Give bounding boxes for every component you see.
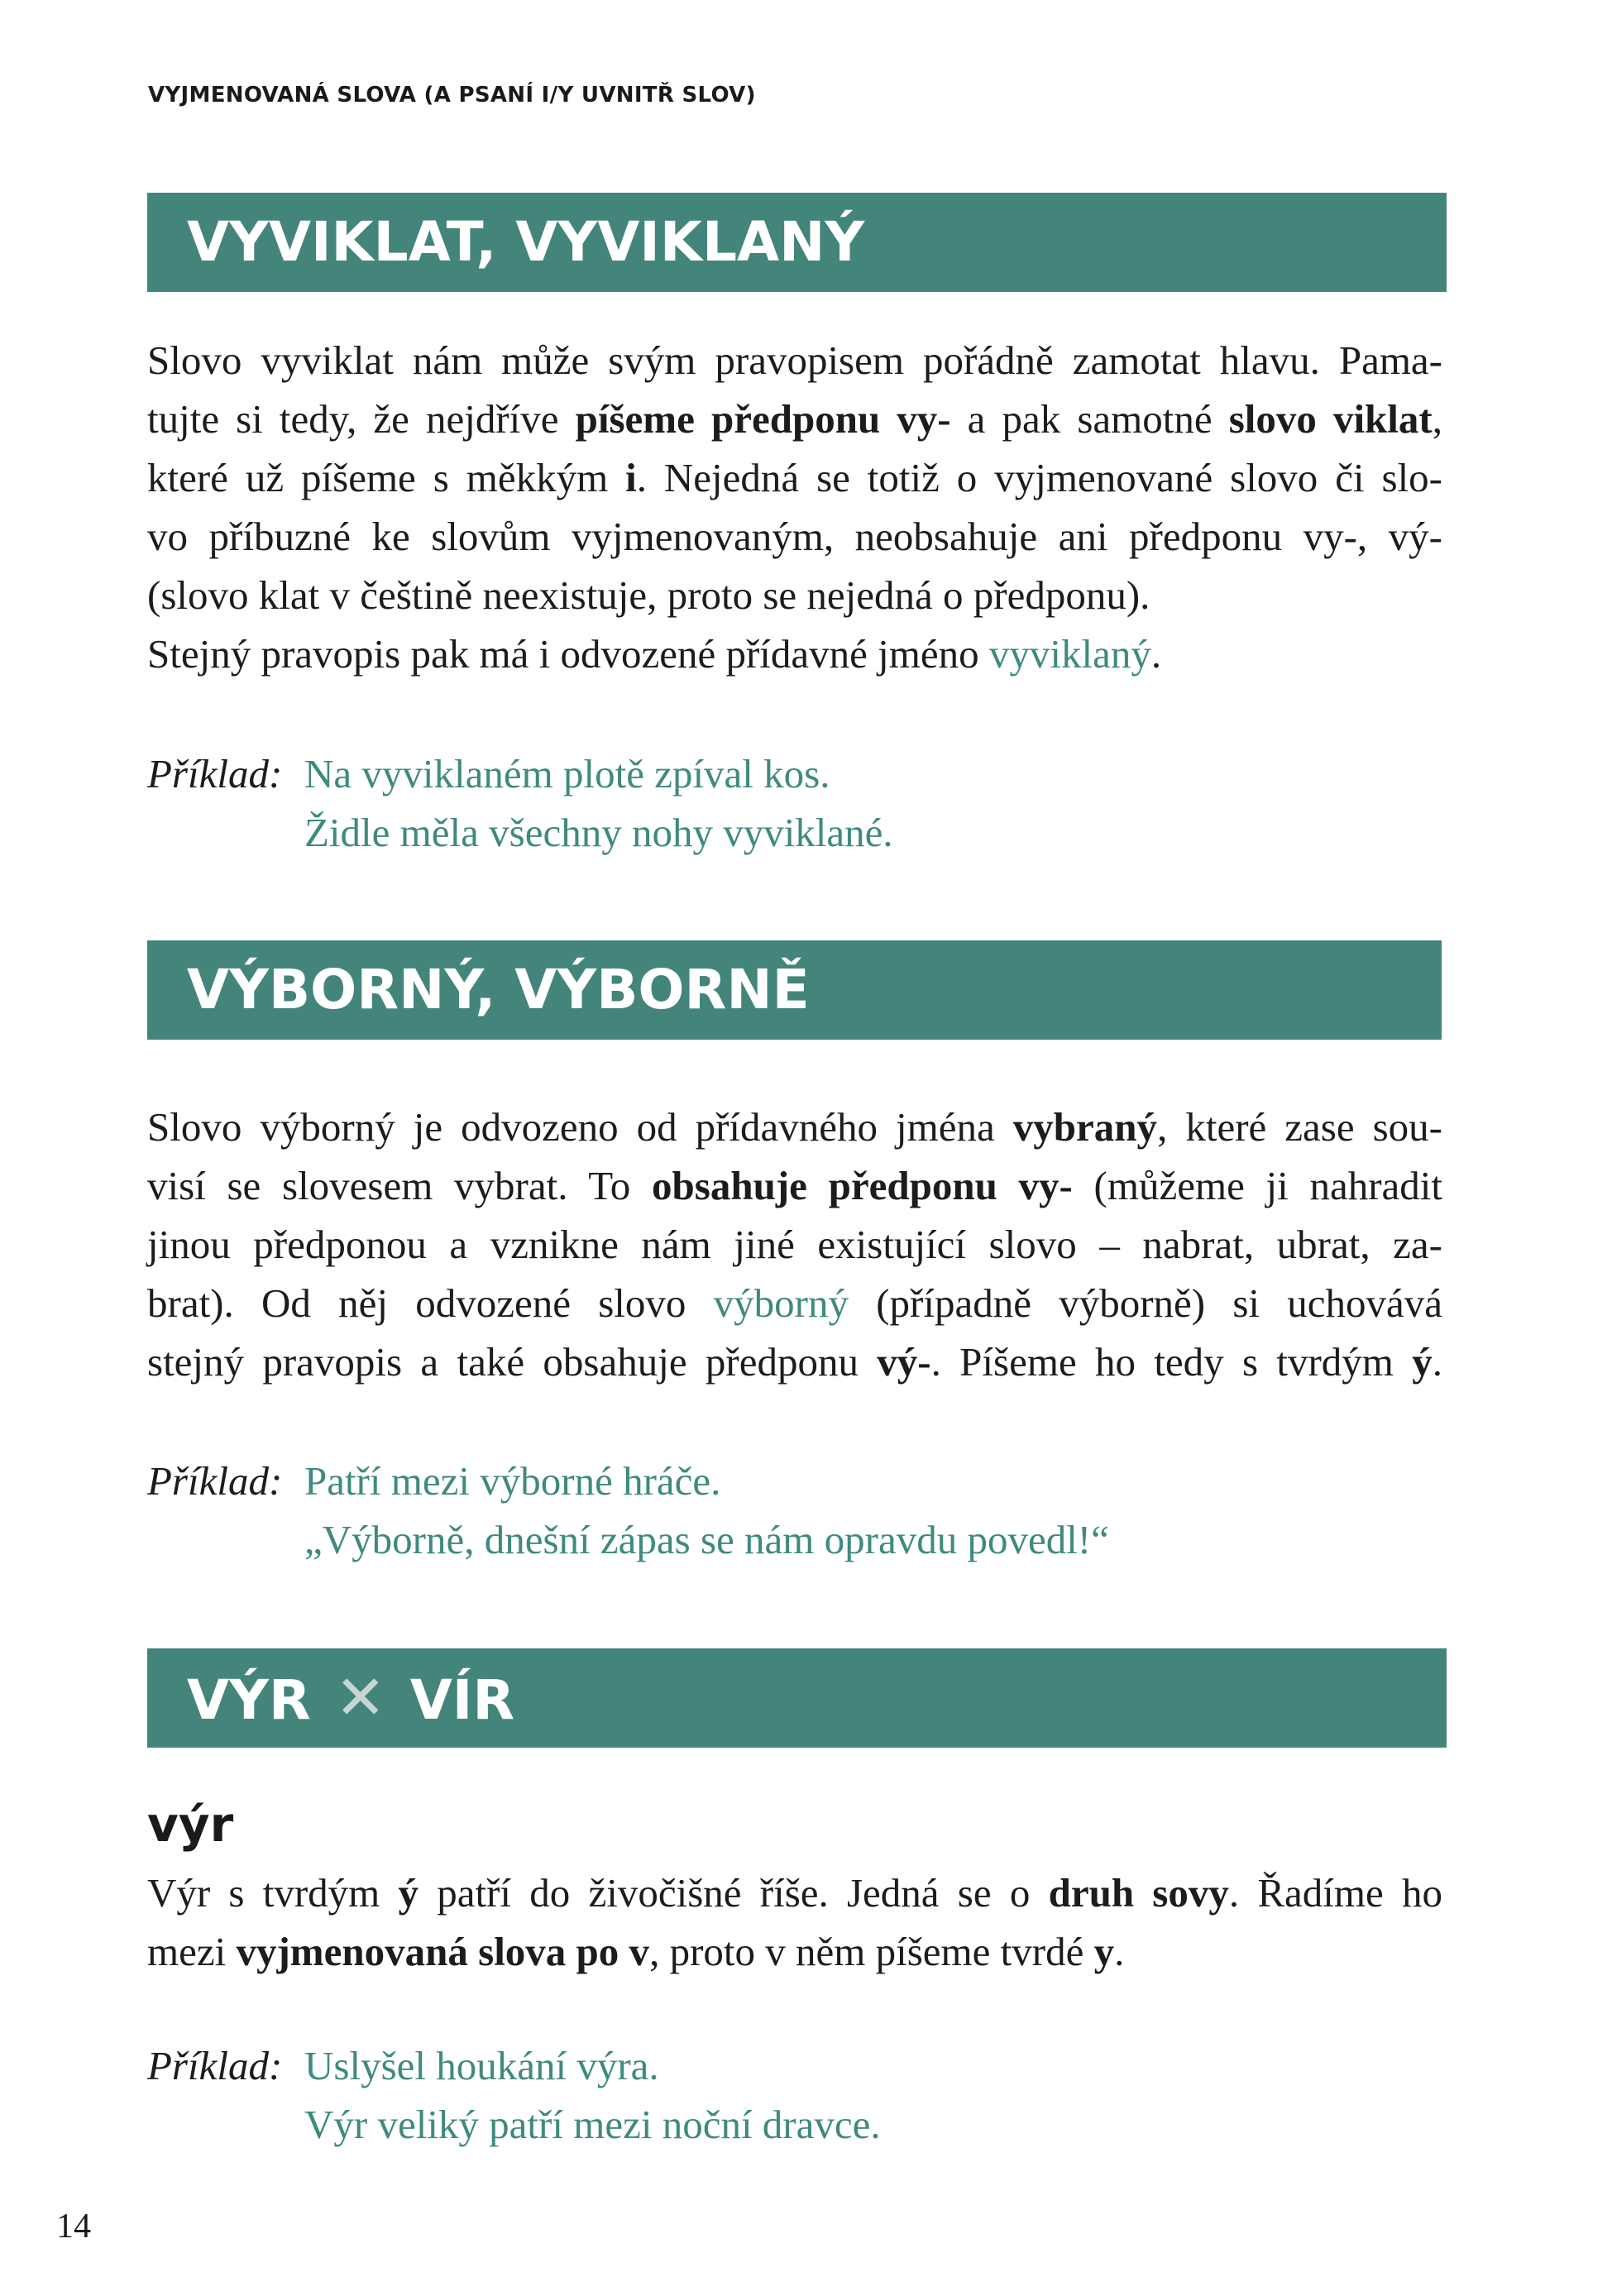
text-line: Výr s tvrdým ý patří do živočišné říše. Jedná se o druh sovy. Řadíme ho xyxy=(147,1870,1443,1916)
title-right: VÍR xyxy=(409,1668,515,1732)
example-sentences xyxy=(304,744,893,862)
text-line: visí se slovesem vybrat. To obsahuje předponu vy- (můžeme ji nahradit xyxy=(147,1163,1443,1208)
text-line: které už píšeme s měkkým i. Nejedná se totiž o vyjmenované slovo či slo- xyxy=(147,455,1443,500)
text-line: tujte si tedy, že nejdříve píšeme předponu vy- a pak samotné slovo viklat, xyxy=(147,396,1442,442)
text-line: vo příbuzné ke slovům vyjmenovaným, neobsahuje ani předponu vy-, vý- xyxy=(147,514,1442,559)
section-title-vyborny: VÝBORNÝ, VÝBORNĚ xyxy=(147,940,1442,1040)
example-label: Příklad: xyxy=(147,1458,283,1504)
text-line: brat). Od něj odvozené slovo výborný (případně výborně) si uchovává xyxy=(147,1280,1442,1326)
page-number: 14 xyxy=(56,2208,91,2246)
example-sentence: Židle měla všechny nohy vyviklané. xyxy=(304,810,893,855)
title-left: VÝR xyxy=(187,1668,311,1732)
text-line: stejný pravopis a také obsahuje předponu vý-. Píšeme ho tedy s tvrdým ý. xyxy=(147,1339,1442,1385)
text-line: (slovo klat v češtině neexistuje, proto se nejedná o předponu). xyxy=(147,572,1150,618)
example-sentence: Patří mezi výborné hráče. xyxy=(304,1458,721,1504)
text-line: Slovo výborný je odvozeno od přídavného jména vybraný, které zase sou- xyxy=(147,1104,1442,1150)
section-1-paragraph xyxy=(147,331,1442,683)
example-sentence: Výr veliký patří mezi noční dravce. xyxy=(304,2102,881,2147)
section-title-vyviklat: VYVIKLAT, VYVIKLANÝ xyxy=(147,193,1447,292)
example-sentences xyxy=(304,2036,881,2154)
cross-icon: ✕ xyxy=(334,1662,386,1734)
text-line: mezi vyjmenovaná slova po v, proto v něm píšeme tvrdé y. xyxy=(147,1929,1125,1974)
example-sentence: Uslyšel houkání výra. xyxy=(304,2043,659,2088)
section-2-paragraph xyxy=(147,1098,1442,1391)
example-label: Příklad: xyxy=(147,2043,283,2088)
text-line: Slovo vyviklat nám může svým pravopisem pořádně zamotat hlavu. Pama- xyxy=(147,337,1442,383)
running-header: VYJMENOVANÁ SLOVA (A PSANÍ I/Y UVNITŘ SLOV) xyxy=(148,83,756,108)
example-sentences xyxy=(304,1452,1109,1569)
text-line: jinou předponou a vznikne nám jiné existující slovo – nabrat, ubrat, za- xyxy=(147,1222,1442,1267)
text-line: Stejný pravopis pak má i odvozené přídavné jméno vyviklaný. xyxy=(147,631,1162,677)
subheading-vyr: výr xyxy=(147,1796,234,1853)
example-sentence: Na vyviklaném plotě zpíval kos. xyxy=(304,751,830,796)
example-label: Příklad: xyxy=(147,751,283,796)
example-sentence: „Výborně, dnešní zápas se nám opravdu povedl!“ xyxy=(304,1517,1109,1562)
section-title-vyr-vir xyxy=(147,1648,1447,1748)
section-3-paragraph xyxy=(147,1863,1442,1981)
